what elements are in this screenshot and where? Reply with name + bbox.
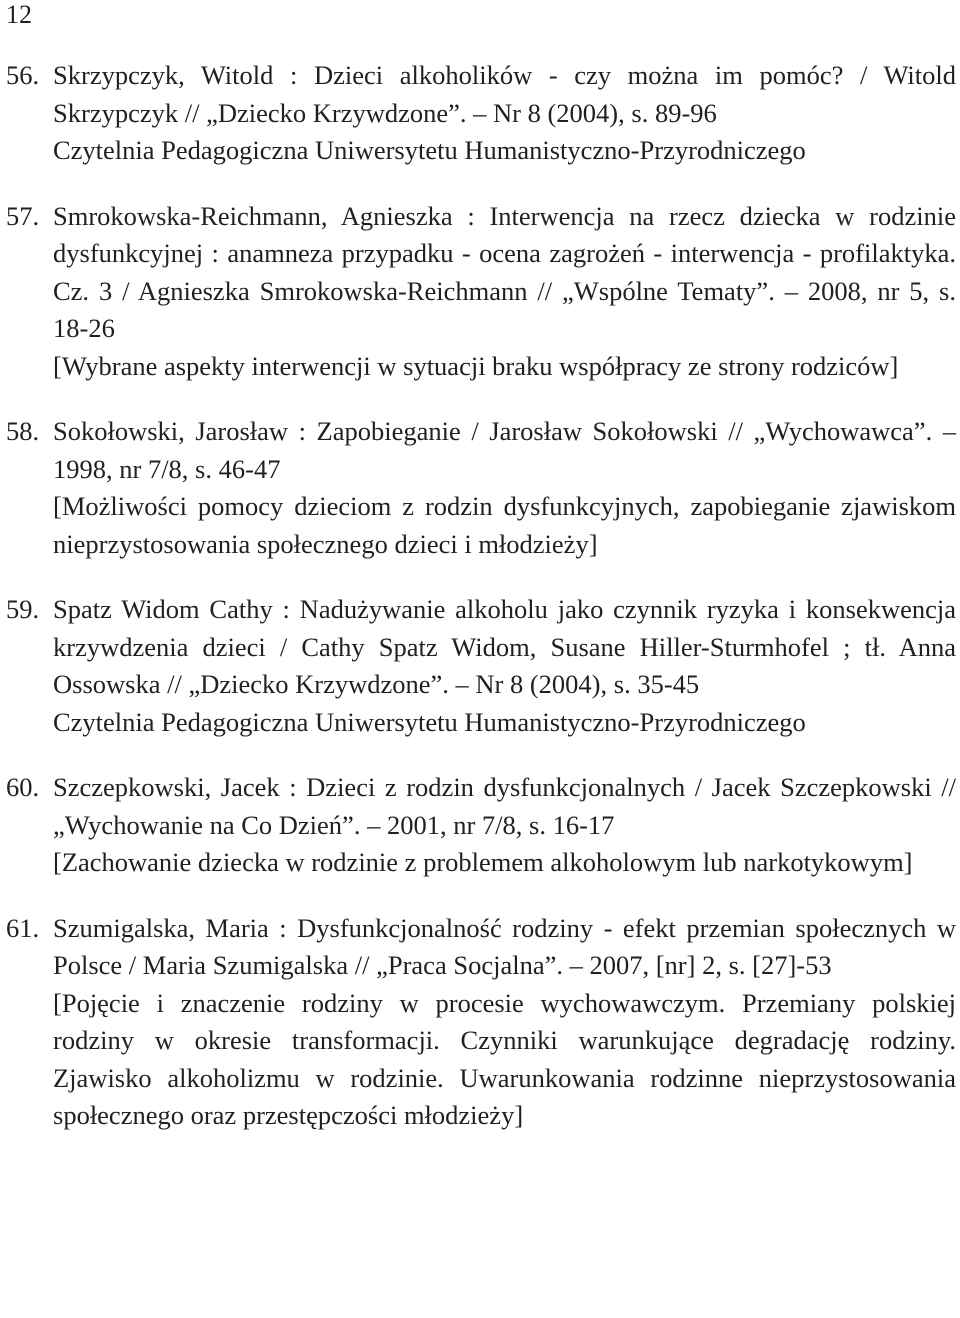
page-number: 12 xyxy=(6,0,32,29)
entry-number: 59. xyxy=(6,594,40,624)
entry-citation: Spatz Widom Cathy : Nadużywanie alkoholu jako czynnik ryzyka i konsekwencja krzywdzenia dzieci / Cathy Spatz Widom, Susane Hiller-Sturmhofel ; tł. Anna Ossowska // „Dziecko Krzywdzone”. – Nr 8 (2004), s. 35-45 xyxy=(53,594,956,699)
entry-number: 56. xyxy=(6,60,40,90)
bibliography-entry-58 xyxy=(0,413,956,563)
entry-location: Czytelnia Pedagogiczna Uniwersytetu Humanistyczno-Przyrodniczego xyxy=(53,706,806,737)
entry-citation: Skrzypczyk, Witold : Dzieci alkoholików - czy można im pomóc? / Witold Skrzypczyk // „Dziecko Krzywdzone”. – Nr 8 (2004), s. 89-96 xyxy=(53,60,956,128)
bibliography-list xyxy=(0,57,956,1163)
entry-number: 58. xyxy=(6,416,40,446)
bibliography-entry-61 xyxy=(0,910,956,1135)
entry-location: Czytelnia Pedagogiczna Uniwersytetu Humanistyczno-Przyrodniczego xyxy=(53,135,806,165)
bibliography-entry-57 xyxy=(0,198,956,386)
entry-number: 57. xyxy=(6,200,40,231)
entry-citation: Sokołowski, Jarosław : Zapobieganie / Jarosław Sokołowski // „Wychowawca”. – 1998, nr 7/8, s. 46-47 xyxy=(53,416,956,484)
bibliography-entry-60 xyxy=(0,769,956,882)
bibliography-entry-56 xyxy=(0,57,956,170)
entry-annotation: [Zachowanie dziecka w rodzinie z problemem alkoholowym lub narkotykowym] xyxy=(53,847,913,877)
entry-citation: Szumigalska, Maria : Dysfunkcjonalność rodziny - efekt przemian społecznych w Polsce / Maria Szumigalska // „Praca Socjalna”. – 2007, [nr] 2, s. [27]-53 xyxy=(53,912,956,980)
entry-annotation: [Możliwości pomocy dzieciom z rodzin dysfunkcyjnych, zapobieganie zjawiskom nieprzystosowania społecznego dzieci i młodzieży] xyxy=(53,491,956,559)
entry-number: 60. xyxy=(6,772,40,802)
entry-annotation: [Pojęcie i znaczenie rodziny w procesie wychowawczym. Przemiany polskiej rodziny w okresie transformacji. Czynniki warunkujące degradację rodziny. Zjawisko alkoholizmu w rodzinie. Uwarunkowania rodzinne nieprzystosowania społecznego oraz przestępczości młodzieży] xyxy=(53,987,956,1130)
bibliography-entry-59 xyxy=(0,591,956,741)
entry-annotation: [Wybrane aspekty interwencji w sytuacji braku współpracy ze strony rodziców] xyxy=(53,350,899,381)
entry-citation: Szczepkowski, Jacek : Dzieci z rodzin dysfunkcjonalnych / Jacek Szczepkowski // „Wychowanie na Co Dzień”. – 2001, nr 7/8, s. 16-17 xyxy=(53,772,956,840)
entry-citation: Smrokowska-Reichmann, Agnieszka : Interwencja na rzecz dziecka w rodzinie dysfunkcyjnej : anamneza przypadku - ocena zagrożeń - interwencja - profilaktyka. Cz. 3 / Agnieszka Smrokowska-Reichmann // „Wspólne Tematy”. – 2008, nr 5, s. 18-26 xyxy=(53,200,956,343)
entry-number: 61. xyxy=(6,912,40,943)
